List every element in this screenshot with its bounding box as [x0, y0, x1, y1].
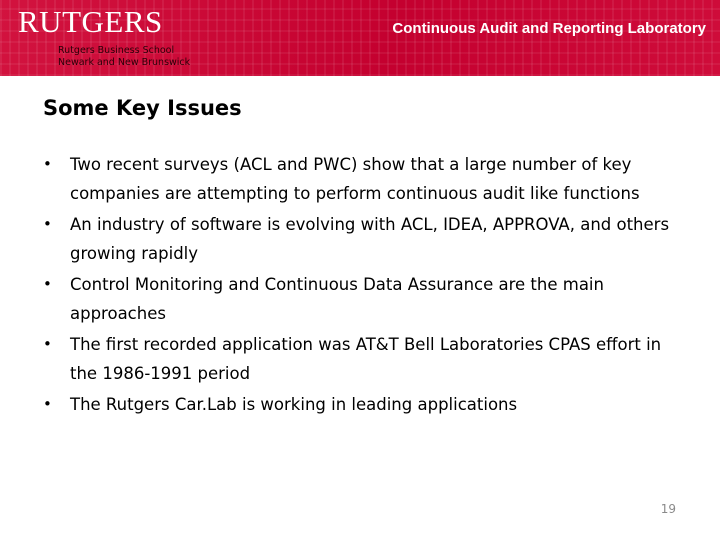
- logo-subtitle-line-1: Rutgers Business School: [58, 45, 175, 56]
- bullet-item: • Two recent surveys (ACL and PWC) show that a large number of key companies are attempting to perform continuous audit like functions: [43, 150, 693, 208]
- bullet-item: • The first recorded application was AT&T Bell Laboratories CPAS effort in the 1986-1991 period: [43, 330, 693, 388]
- header-banner: [0, 0, 720, 76]
- logo-subtitle-line-2: Newark and New Brunswick: [58, 57, 191, 68]
- rutgers-logo: RUTGERS: [18, 4, 163, 39]
- bullet-item: • An industry of software is evolving with ACL, IDEA, APPROVA, and others growing rapidly: [43, 210, 693, 268]
- bullet-item: • Control Monitoring and Continuous Data Assurance are the main approaches: [43, 270, 693, 328]
- slide-title: Some Key Issues: [43, 96, 242, 120]
- page-number: 19: [660, 502, 676, 516]
- lab-title: Continuous Audit and Reporting Laboratory: [392, 20, 706, 37]
- logo-subtitle: [58, 45, 190, 69]
- bullet-list: [43, 150, 693, 421]
- bullet-item: • The Rutgers Car.Lab is working in leading applications: [43, 390, 693, 419]
